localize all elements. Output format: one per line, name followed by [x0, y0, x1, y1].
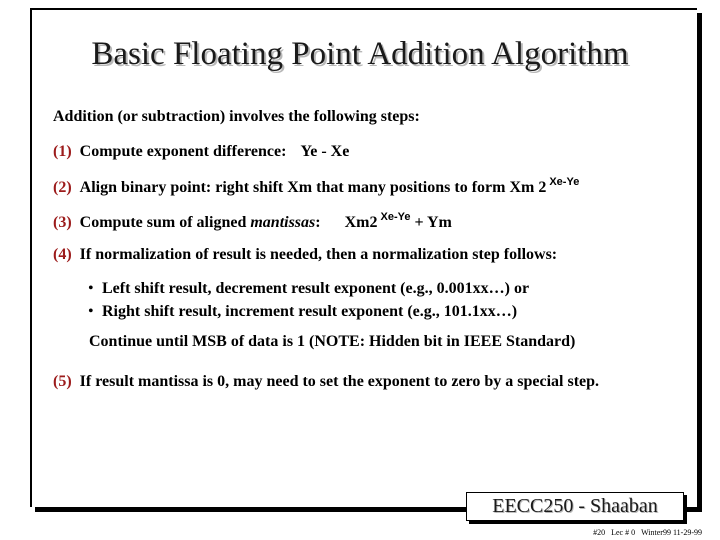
step-text: If normalization of result is needed, then a normalization step follows: [79, 246, 558, 263]
step-4 [53, 246, 557, 264]
step-5 [53, 373, 599, 391]
bullet-text: Right shift result, increment result exponent (e.g., 101.1xx…) [102, 303, 518, 320]
step-text: If result mantissa is 0, may need to set the exponent to zero by a special step. [79, 373, 600, 390]
step-text: Compute exponent difference: [79, 143, 287, 160]
step-expression-tail: + Ym [414, 214, 452, 231]
course-badge: EECC250 - Shaaban [466, 492, 684, 521]
mantissas-emphasis: mantissas [250, 214, 316, 231]
step-text: Compute sum of aligned [79, 214, 251, 231]
bullet-glyph: • [88, 303, 94, 320]
step-expression: Ye - Xe [300, 143, 350, 160]
footer-date: Winter99 11-29-99 [641, 528, 702, 537]
lecture-number: Lec # 0 [611, 528, 636, 537]
bullet-text: Left shift result, decrement result exponent (e.g., 0.001xx…) or [102, 280, 530, 297]
intro-text: Addition (or subtraction) involves the following steps: [53, 108, 420, 125]
continue-note: Continue until MSB of data is 1 (NOTE: Hidden bit in IEEE Standard) [89, 333, 576, 350]
step-number: (1) [53, 143, 72, 160]
step-number: (3) [53, 214, 72, 231]
bullet-glyph: • [88, 280, 94, 297]
slide-number: #20 [593, 528, 606, 537]
bullet-item [88, 303, 517, 321]
step-number: (4) [53, 246, 72, 263]
step-3 [53, 211, 452, 232]
slide-footer [587, 528, 702, 537]
step-number: (5) [53, 373, 72, 390]
step-text: Align binary point: right shift Xm that many positions to form Xm 2 [79, 179, 547, 196]
bullet-item [88, 280, 529, 298]
slide-title: Basic Floating Point Addition Algorithm [91, 36, 629, 72]
step-text-colon: : [315, 214, 321, 231]
step-expression: Xm2 [344, 214, 378, 231]
step-2 [53, 176, 579, 197]
exponent-superscript: Xe-Ye [380, 211, 411, 223]
step-number: (2) [53, 179, 72, 196]
step-1 [53, 143, 349, 161]
exponent-superscript: Xe-Ye [549, 176, 580, 188]
